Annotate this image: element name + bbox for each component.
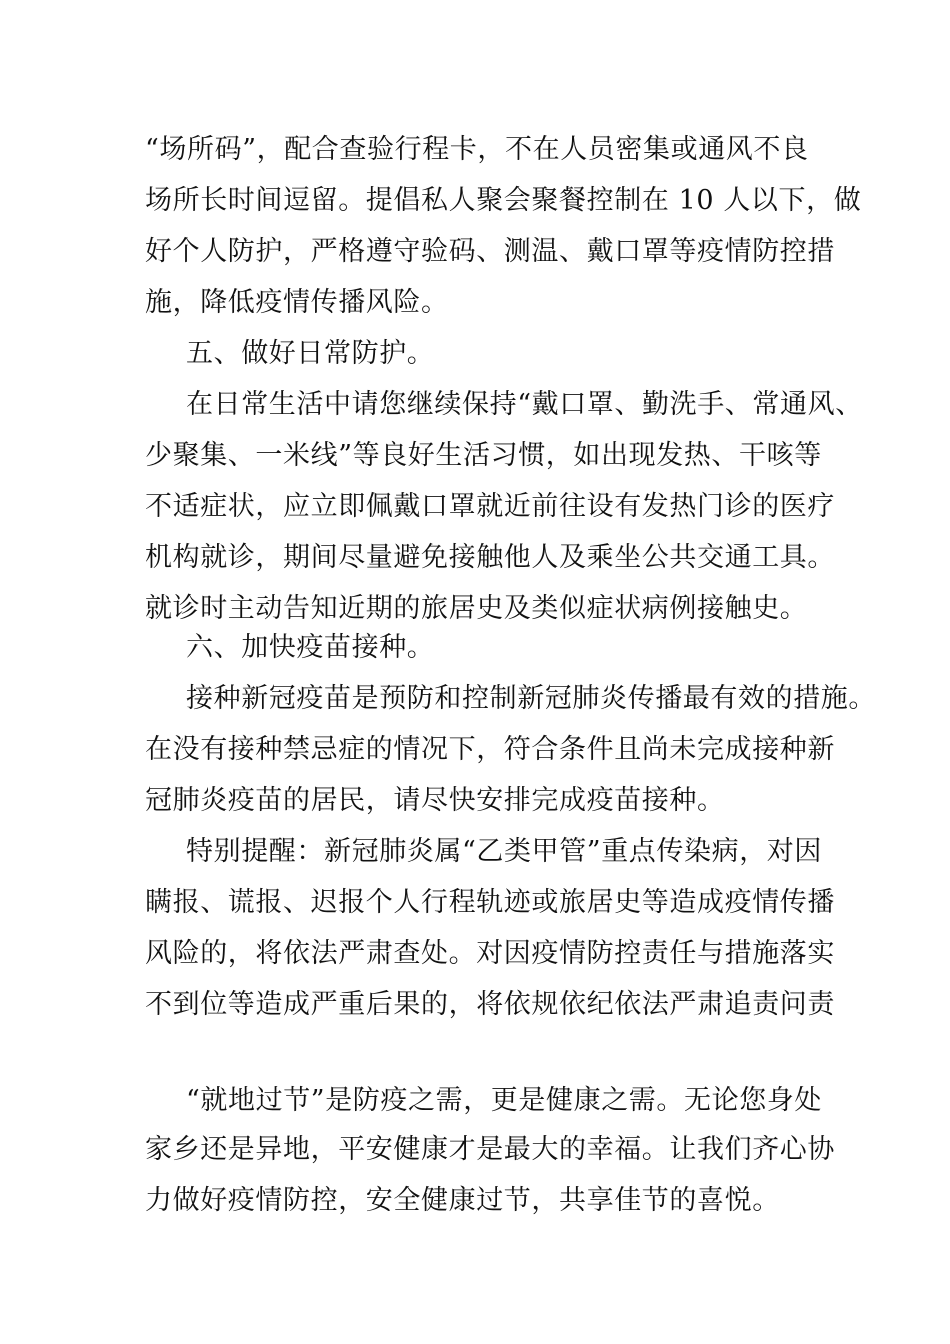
text-line: 少聚集、一米线”等良好生活习惯，如出现发热、干咳等 xyxy=(145,440,822,471)
text-line: 风险的，将依法严肃查处。对因疫情防控责任与措施落实 xyxy=(145,938,835,969)
text-line: 瞒报、谎报、迟报个人行程轨迹或旅居史等造成疫情传播 xyxy=(145,887,835,918)
text-line: 在日常生活中请您继续保持“戴口罩、勤洗手、常通风、 xyxy=(186,389,863,420)
text-line: “场所码”，配合查验行程卡，不在人员密集或通风不良 xyxy=(145,134,809,165)
section-heading: 五、做好日常防护。 xyxy=(186,338,435,369)
text-line: 不到位等造成严重后果的，将依规依纪依法严肃追责问责 xyxy=(145,989,835,1020)
text-line: 接种新冠疫苗是预防和控制新冠肺炎传播最有效的措施。 xyxy=(186,683,876,714)
section-heading: 六、加快疫苗接种。 xyxy=(186,632,435,663)
text-line: 力做好疫情防控，安全健康过节，共享佳节的喜悦。 xyxy=(145,1185,780,1216)
text-line: “就地过节”是防疫之需，更是健康之需。无论您身处 xyxy=(186,1085,823,1116)
text-line: 特别提醒：新冠肺炎属“乙类甲管”重点传染病，对因 xyxy=(186,836,823,867)
text-line: 好个人防护，严格遵守验码、测温、戴口罩等疫情防控措 xyxy=(145,236,835,267)
text-line: 不适症状，应立即佩戴口罩就近前往设有发热门诊的医疗 xyxy=(145,491,835,522)
text-line: 机构就诊，期间尽量避免接触他人及乘坐公共交通工具。 xyxy=(145,542,835,573)
text-line: 冠肺炎疫苗的居民，请尽快安排完成疫苗接种。 xyxy=(145,785,725,816)
text-line: 在没有接种禁忌症的情况下，符合条件且尚未完成接种新 xyxy=(145,734,835,765)
text-line: 就诊时主动告知近期的旅居史及类似症状病例接触史。 xyxy=(145,593,808,624)
text-line: 施，降低疫情传播风险。 xyxy=(145,287,449,318)
text-line: 场所长时间逗留。提倡私人聚会聚餐控制在 10 人以下，做 xyxy=(145,185,862,216)
text-line: 家乡还是异地，平安健康才是最大的幸福。让我们齐心协 xyxy=(145,1134,835,1165)
